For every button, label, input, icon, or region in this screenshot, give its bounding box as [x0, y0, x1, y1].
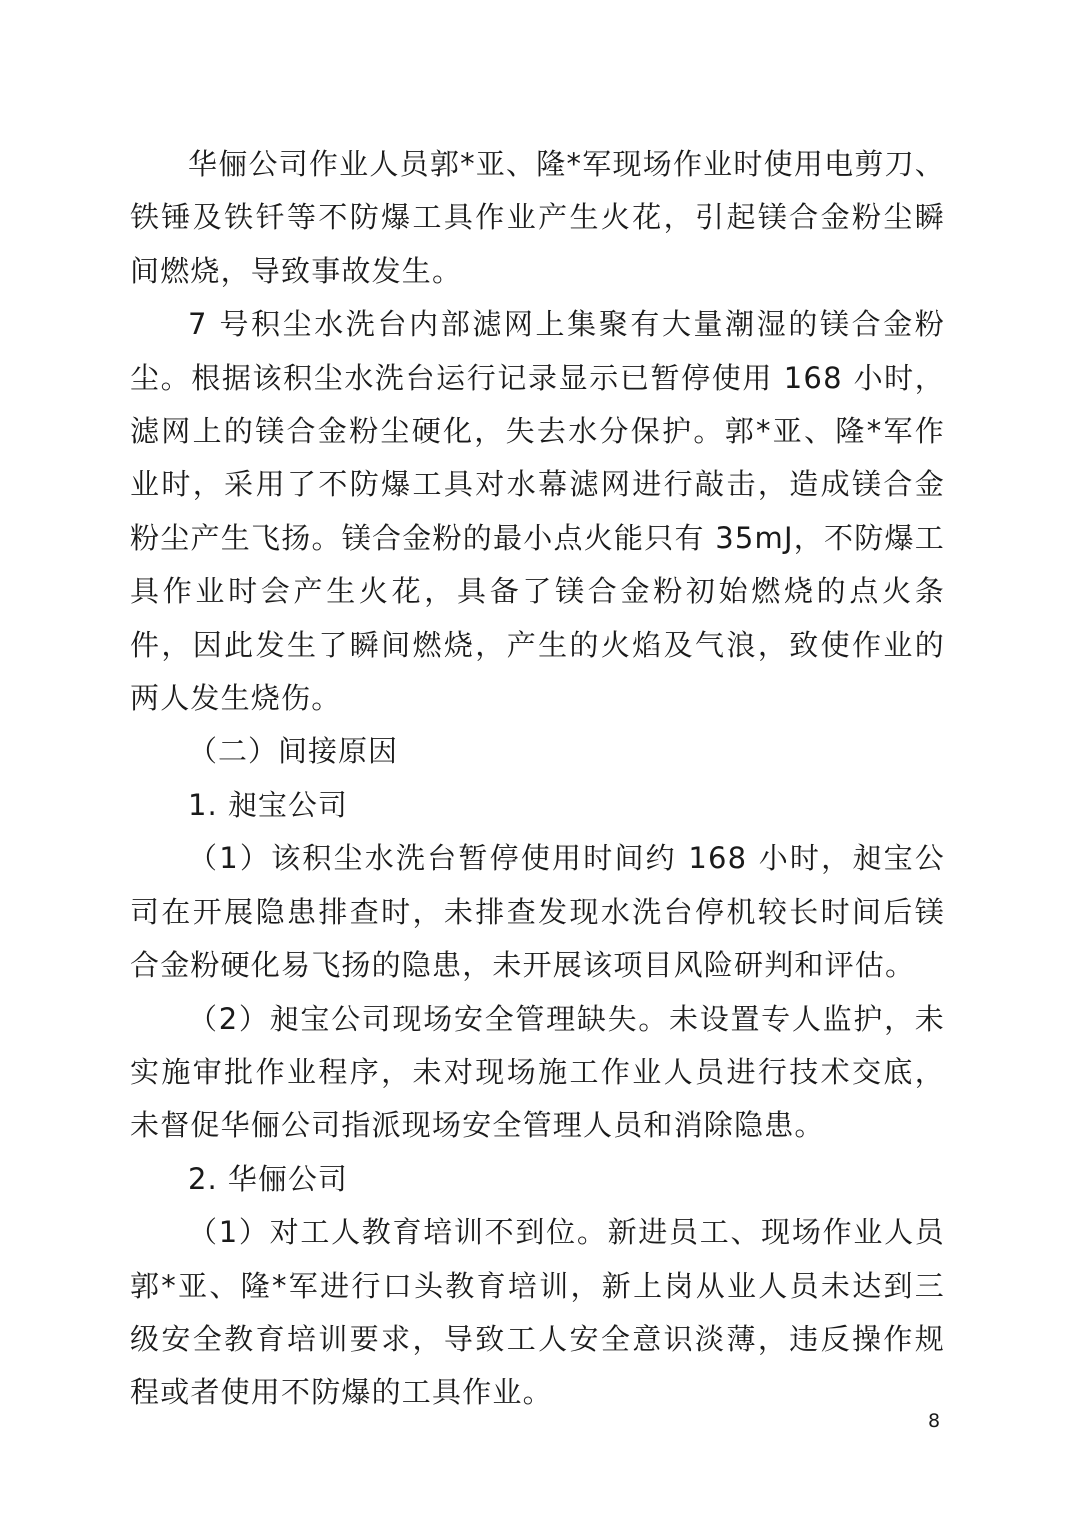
document-body	[130, 138, 945, 1420]
subsection-heading-huali: 2. 华俪公司	[188, 1161, 348, 1196]
paragraph-changbao-item-1: （1）该积尘水洗台暂停使用时间约 168 小时，昶宝公司在开展隐患排查时，未排查发现水洗台停机较长时间后镁合金粉硬化易飞扬的隐患，未开展该项目风险研判和评估。	[130, 841, 945, 983]
subsection-heading-changbao: 1. 昶宝公司	[188, 787, 348, 822]
paragraph-changbao-item-2: （2）昶宝公司现场安全管理缺失。未设置专人监护，未实施审批作业程序，未对现场施工作业人员进行技术交底，未督促华俪公司指派现场安全管理人员和消除隐患。	[130, 1001, 945, 1143]
section-heading-indirect-causes: （二）间接原因	[188, 734, 399, 769]
paragraph-huali-item-1: （1）对工人教育培训不到位。新进员工、现场作业人员郭*亚、隆*军进行口头教育培训，新上岗从业人员未达到三级安全教育培训要求，导致工人安全意识淡薄，违反操作规程或者使用不防爆的工具作业。	[130, 1215, 945, 1410]
paragraph-direct-cause-dust: 7 号积尘水洗台内部滤网上集聚有大量潮湿的镁合金粉尘。根据该积尘水洗台运行记录显示已暂停使用 168 小时，滤网上的镁合金粉尘硬化，失去水分保护。郭*亚、隆*军作业时，采用了不防爆工具对水幕滤网进行敲击，造成镁合金粉尘产生飞扬。镁合金粉的最小点火能只有 35mJ，不防爆工具作业时会产生火花，具备了镁合金粉初始燃烧的点火条件，因此发生了瞬间燃烧，产生的火焰及气浪，致使作业的两人发生烧伤。	[130, 307, 945, 716]
page-number: 8	[928, 1410, 941, 1432]
paragraph-direct-cause-tools: 华俪公司作业人员郭*亚、隆*军现场作业时使用电剪刀、铁锤及铁钎等不防爆工具作业产生火花，引起镁合金粉尘瞬间燃烧，导致事故发生。	[130, 147, 945, 288]
